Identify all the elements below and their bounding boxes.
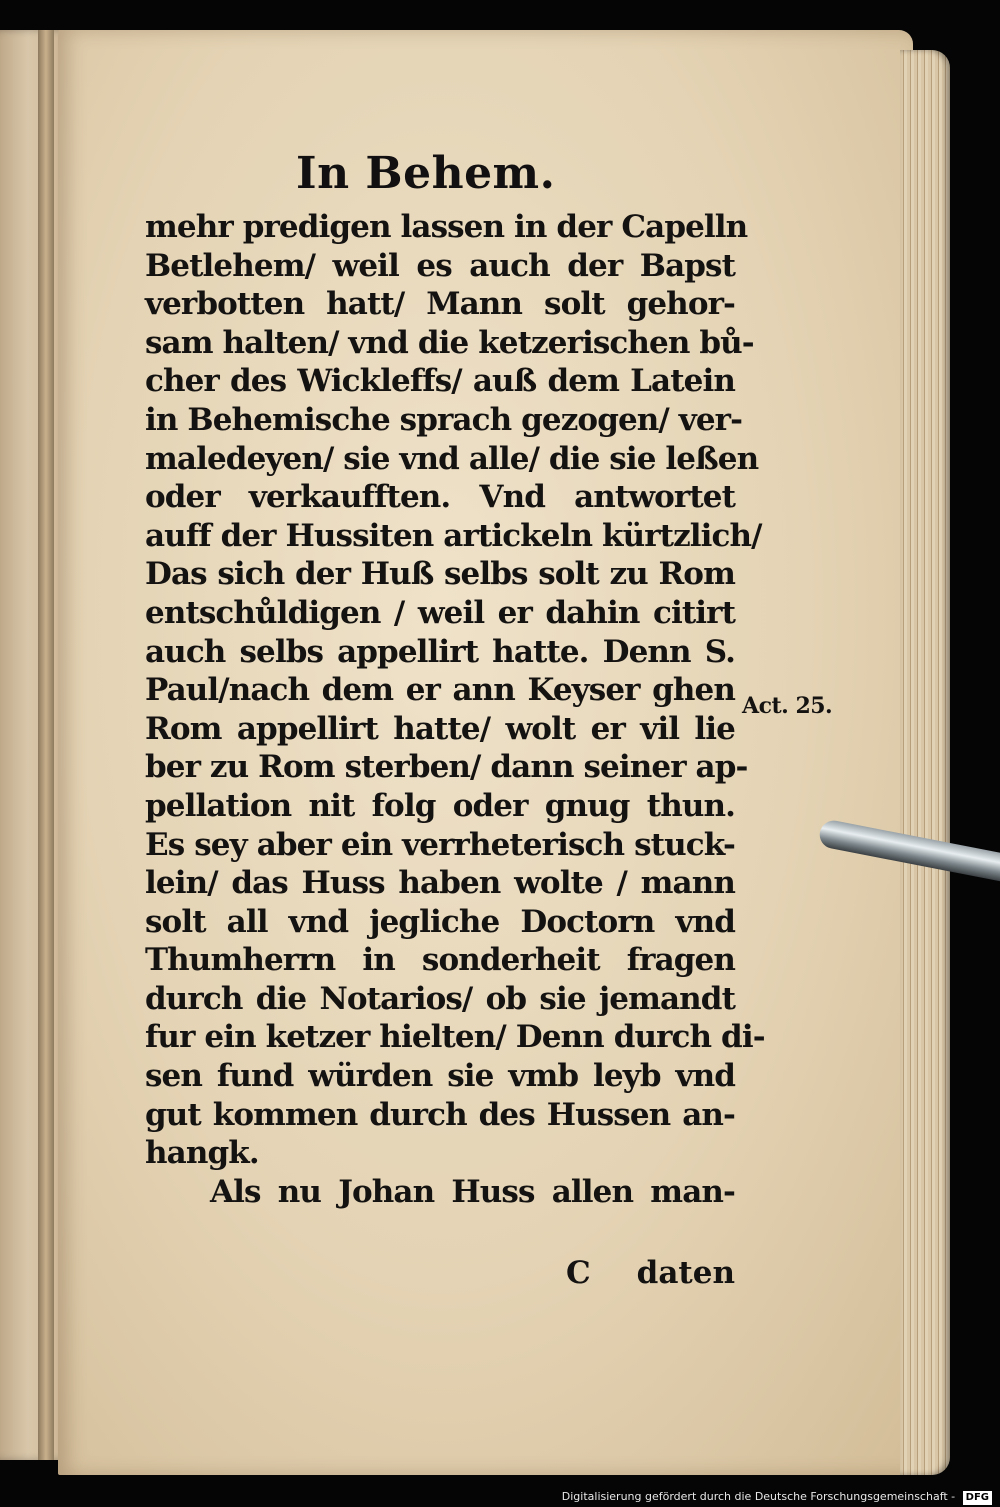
text-line: auff der Hussiten artickeln kürtzlich/: [145, 517, 762, 554]
text-line: sam halten/ vnd die ketzerischen bů-: [145, 324, 754, 361]
catchword: daten: [636, 1255, 735, 1291]
marginal-note: Act. 25.: [742, 693, 833, 719]
footer-bar: [0, 1486, 1000, 1507]
text-line: fur ein ketzer hielten/ Denn durch di-: [145, 1019, 765, 1056]
text-line: gut kommen durch des Hussen an-: [145, 1096, 735, 1133]
text-line: cher des Wickleffs/ auß dem Latein: [145, 363, 735, 400]
running-head: In Behem.: [296, 148, 556, 199]
book-gutter: [38, 30, 54, 1460]
footer-credit: Digitalisierung gefördert durch die Deutsche Forschungsgemeinschaft -: [561, 1490, 956, 1503]
text-line: Es sey aber ein verrheterisch stuck-: [145, 826, 735, 863]
text-line: Thumherrn in sonderheit fragen: [145, 942, 735, 979]
text-line: verbotten hatt/ Mann solt gehor-: [145, 286, 735, 323]
text-line: Rom appellirt hatte/ wolt er vil lie: [145, 710, 735, 747]
text-line: pellation nit folg oder gnug thun.: [145, 787, 735, 824]
text-line: lein/ das Huss haben wolte / mann: [145, 865, 735, 902]
text-line: Betlehem/ weil es auch der Bapst: [145, 247, 735, 284]
text-block: [145, 208, 765, 1211]
page-edges: [900, 50, 950, 1475]
text-line: Als nu Johan Huss allen man-: [210, 1173, 735, 1210]
text-line: Das sich der Huß selbs solt zu Rom: [145, 556, 735, 593]
dfg-logo: DFG: [963, 1491, 992, 1505]
text-line: oder verkaufften. Vnd antwortet: [145, 479, 735, 516]
text-line: durch die Notarios/ ob sie jemandt: [145, 980, 735, 1017]
text-line: ber zu Rom sterben/ dann seiner ap-: [145, 749, 748, 786]
text-line: in Behemische sprach gezogen/ ver-: [145, 401, 743, 438]
signature-mark: C: [566, 1255, 591, 1291]
text-line: solt all vnd jegliche Doctorn vnd: [145, 903, 735, 940]
text-line: hangk.: [145, 1135, 259, 1172]
text-line: mehr predigen lassen in der Capelln: [145, 209, 748, 245]
text-line: auch selbs appellirt hatte. Denn S.: [145, 633, 735, 670]
text-line: maledeyen/ sie vnd alle/ die sie leßen: [145, 440, 759, 477]
text-line: Paul/nach dem er ann Keyser ghen: [145, 672, 735, 709]
text-line: entschůldigen / weil er dahin citirt: [145, 594, 735, 631]
text-line: sen fund würden sie vmb leyb vnd: [145, 1058, 735, 1095]
